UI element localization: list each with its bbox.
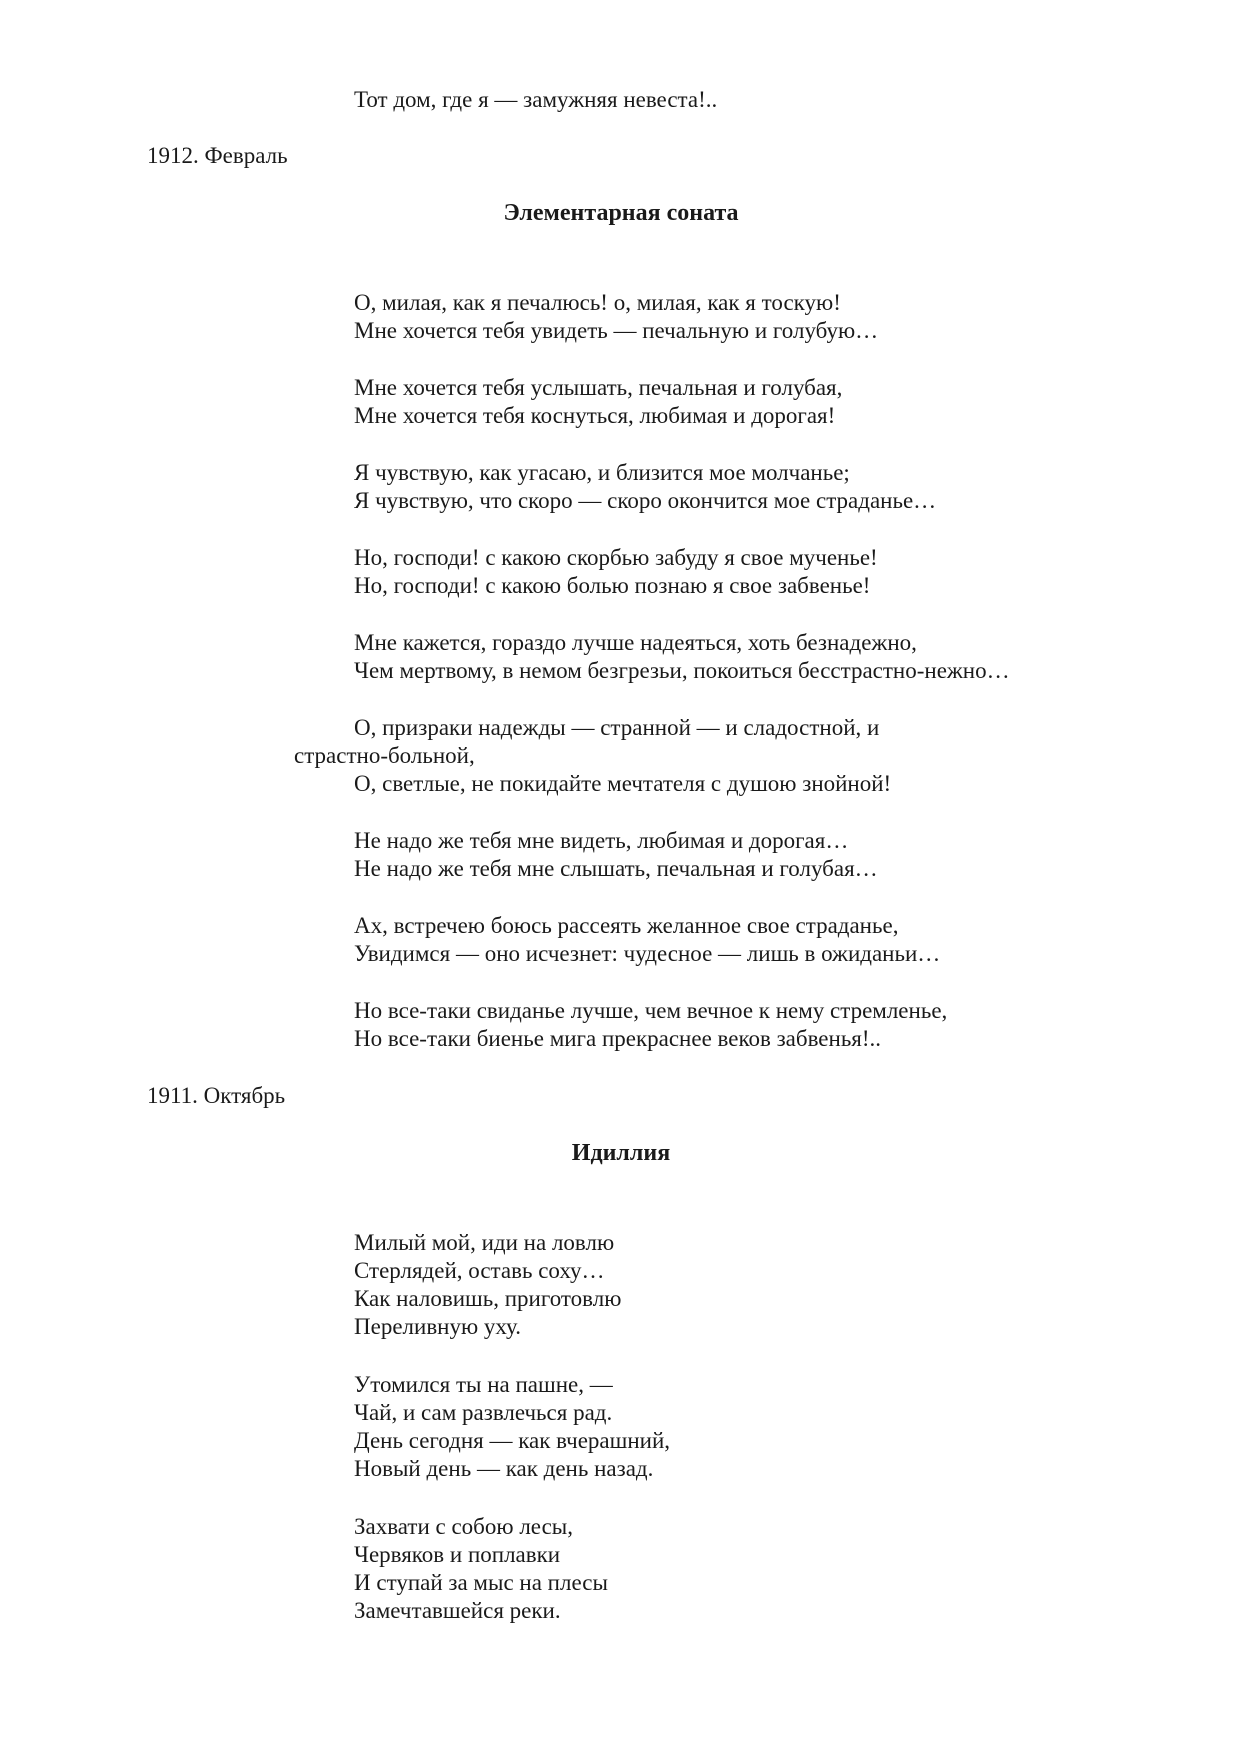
poem-date: 1912. Февраль (147, 143, 288, 168)
poem-line: Новый день — как день назад. (354, 1456, 654, 1481)
poem-line: Не надо же тебя мне видеть, любимая и дорогая… (354, 828, 849, 853)
poem-line: Тот дом, где я — замужняя невеста!.. (354, 87, 718, 112)
poem-line: Но все-таки свиданье лучше, чем вечное к нему стремленье, (354, 998, 948, 1023)
poem-title: Элементарная соната (503, 200, 739, 226)
poem-line: Но, господи! с какою скорбью забуду я свое мученье! (354, 545, 878, 570)
poem-line: О, призраки надежды — странной — и сладостной, и (354, 715, 880, 740)
poem-line: Утомился ты на пашне, — (354, 1372, 613, 1397)
poem-line: День сегодня — как вчерашний, (354, 1428, 671, 1453)
poem-title: Идиллия (571, 1140, 671, 1166)
poem-line: Замечтавшейся реки. (354, 1598, 561, 1623)
poem-line: Захвати с собою лесы, (354, 1514, 573, 1539)
poem-line: Мне кажется, гораздо лучше надеяться, хоть безнадежно, (354, 630, 917, 655)
poem-line: Увидимся — оно исчезнет: чудесное — лишь в ожиданьи… (354, 941, 941, 966)
poem-line: Мне хочется тебя коснуться, любимая и дорогая! (354, 403, 836, 428)
poem-line: Переливную уху. (354, 1314, 521, 1339)
poem-date: 1911. Октябрь (147, 1083, 286, 1108)
poem-line: Чай, и сам развлечься рад. (354, 1400, 613, 1425)
poem-line: Мне хочется тебя услышать, печальная и голубая, (354, 375, 843, 400)
poem-line: Но все-таки биенье мига прекраснее веков забвенья!.. (354, 1026, 882, 1051)
poem-line: И ступай за мыс на плесы (354, 1570, 608, 1595)
poem-line: Но, господи! с какою болью познаю я свое забвенье! (354, 573, 871, 598)
poem-line: О, светлые, не покидайте мечтателя с душою знойной! (354, 771, 892, 796)
poem-line: Как наловишь, приготовлю (354, 1286, 622, 1311)
poem-line: Не надо же тебя мне слышать, печальная и голубая… (354, 856, 878, 881)
poem-line: Червяков и поплавки (354, 1542, 561, 1567)
poem-line: Я чувствую, как угасаю, и близится мое молчанье; (354, 460, 850, 485)
poem-line-wrap: страстно-больной, (294, 743, 475, 768)
poem-line: Чем мертвому, в немом безгрезьи, покоиться бесстрастно-нежно… (354, 658, 1010, 683)
poem-line: Я чувствую, что скоро — скоро окончится мое страданье… (354, 488, 937, 513)
poem-line: О, милая, как я печалюсь! о, милая, как я тоскую! (354, 290, 841, 315)
poem-line: Мне хочется тебя увидеть — печальную и голубую… (354, 318, 879, 343)
poem-line: Милый мой, иди на ловлю (354, 1230, 615, 1255)
poem-line: Ах, встречею боюсь рассеять желанное свое страданье, (354, 913, 899, 938)
poem-line: Стерлядей, оставь соху… (354, 1258, 605, 1283)
